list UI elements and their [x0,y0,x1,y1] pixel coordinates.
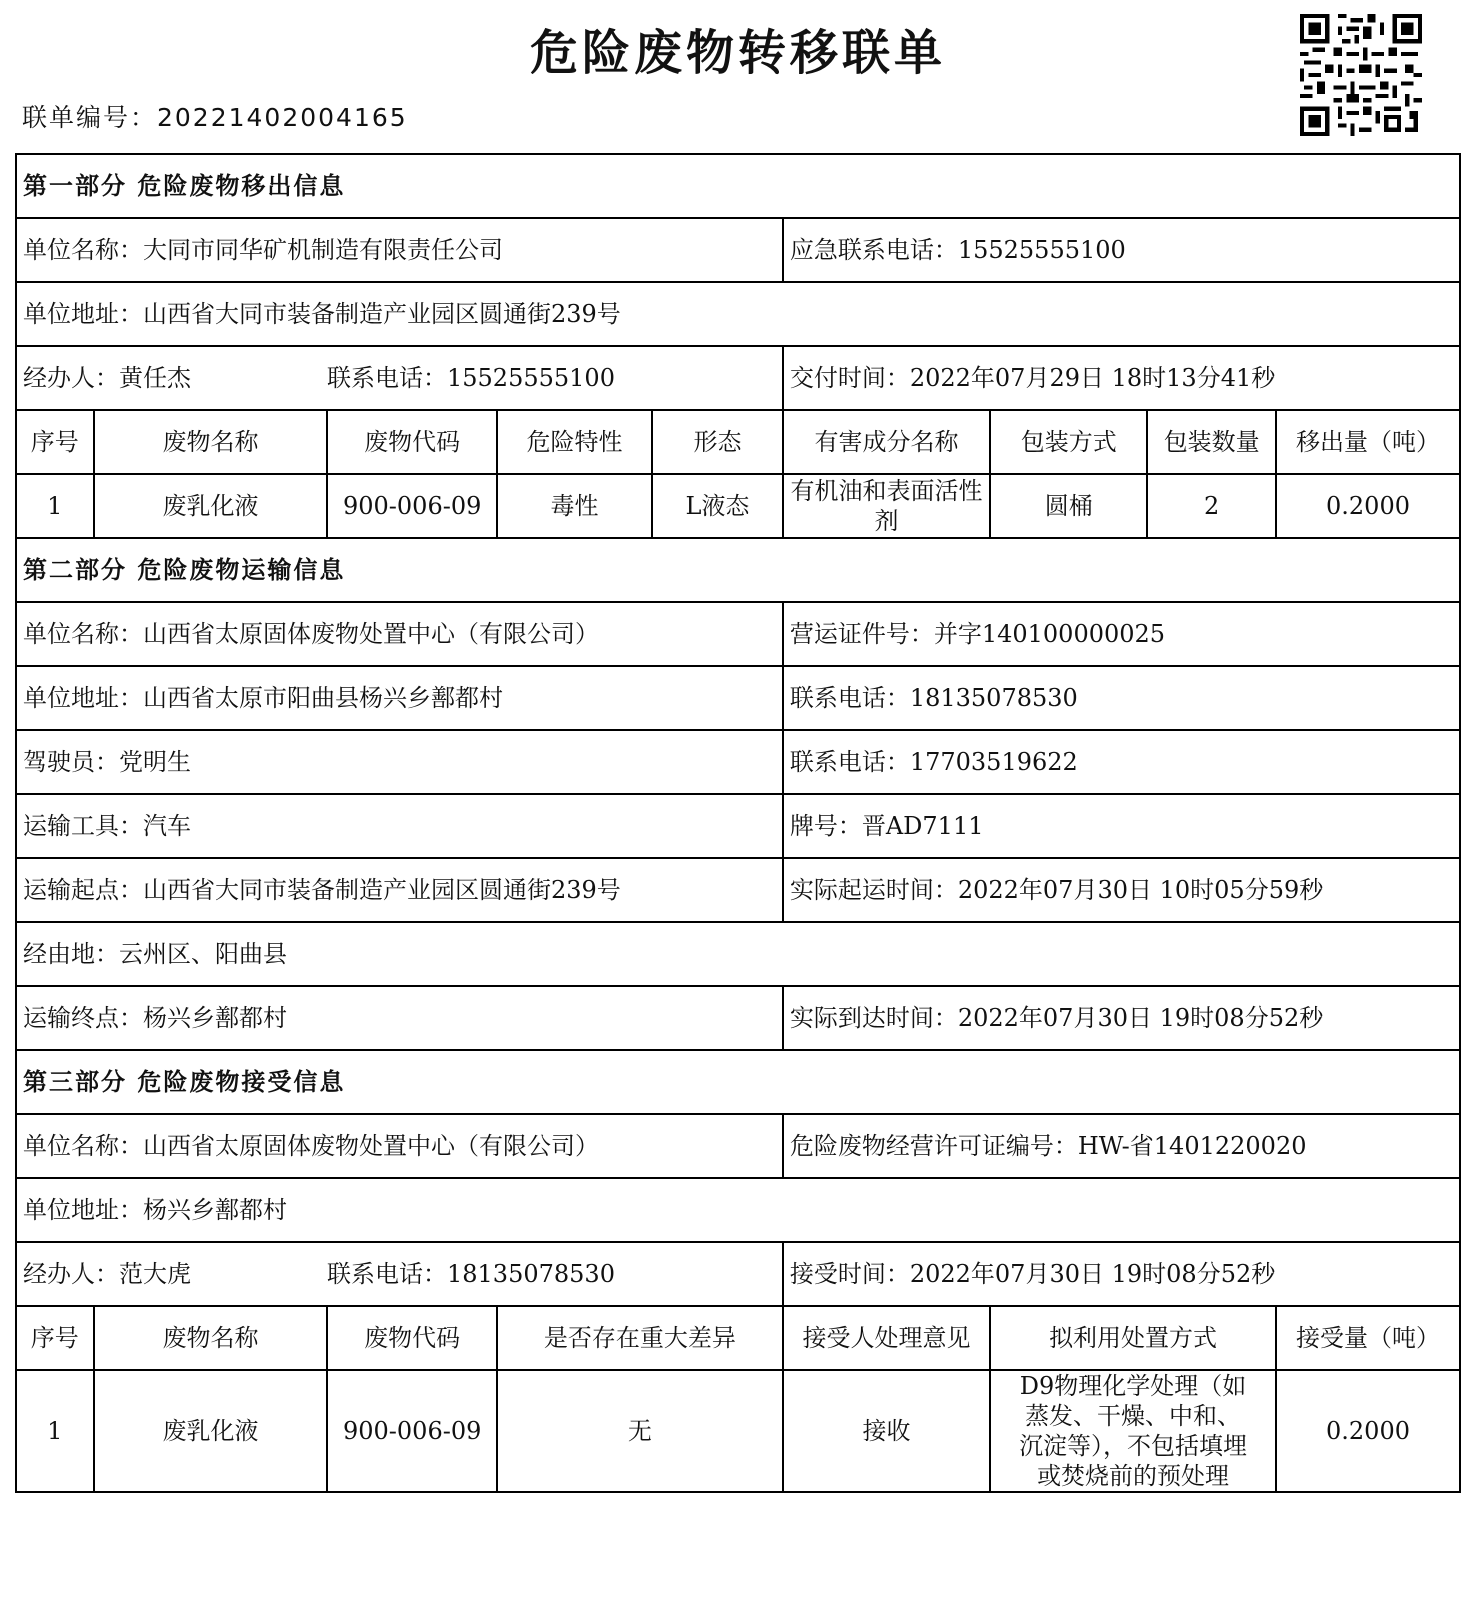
manifest-table [15,153,1461,1493]
part2-phone: 联系电话：18135078530 [783,666,1460,730]
part1-emergency-phone: 应急联系电话：15525555100 [783,218,1460,282]
table-cell: 900-006-09 [327,1370,497,1492]
part2-plate: 牌号：晋AD7111 [783,794,1460,858]
table-cell: 0.2000 [1276,1370,1460,1492]
column-header: 有害成分名称 [783,410,990,474]
table-cell: 毒性 [497,474,652,538]
part3-handler-cell [16,1242,783,1306]
part1-handler-cell [16,346,783,410]
column-header: 移出量（吨） [1276,410,1460,474]
part3-handler: 经办人：范大虎 [23,1260,191,1288]
part2-driver-phone: 联系电话：17703519622 [783,730,1460,794]
part1-handler-phone: 联系电话：15525555100 [327,364,615,392]
part3-heading: 第三部分 危险废物接受信息 [16,1050,1460,1114]
table-cell: 无 [497,1370,783,1492]
part3-address: 单位地址：杨兴乡鄯都村 [16,1178,1460,1242]
table-cell: 1 [16,474,94,538]
part2-origin: 运输起点：山西省大同市装备制造产业园区圆通街239号 [16,858,783,922]
part2-arrive-time: 实际到达时间：2022年07月30日 19时08分52秒 [783,986,1460,1050]
part2-destination: 运输终点：杨兴乡鄯都村 [16,986,783,1050]
part3-receive-time: 接受时间：2022年07月30日 19时08分52秒 [783,1242,1460,1306]
part1-unit-name: 单位名称：大同市同华矿机制造有限责任公司 [16,218,783,282]
part3-column-headers [16,1306,1460,1370]
column-header: 废物名称 [94,1306,328,1370]
part1-heading: 第一部分 危险废物移出信息 [16,154,1460,218]
part2-vehicle: 运输工具：汽车 [16,794,783,858]
column-header: 废物代码 [327,1306,497,1370]
manifest-number: 联单编号：20221402004165 [22,103,408,132]
part1-delivery-time: 交付时间：2022年07月29日 18时13分41秒 [783,346,1460,410]
column-header: 是否存在重大差异 [497,1306,783,1370]
table-cell: 废乳化液 [94,474,328,538]
table-cell: 废乳化液 [94,1370,328,1492]
part3-license: 危险废物经营许可证编号：HW-省1401220020 [783,1114,1460,1178]
part2-via: 经由地：云州区、阳曲县 [16,922,1460,986]
part2-unit-name: 单位名称：山西省太原固体废物处置中心（有限公司） [16,602,783,666]
table-row [16,1370,1460,1492]
table-cell: 接收 [783,1370,990,1492]
part3-unit-name: 单位名称：山西省太原固体废物处置中心（有限公司） [16,1114,783,1178]
column-header: 废物名称 [94,410,328,474]
table-cell: L液态 [652,474,783,538]
table-cell: 900-006-09 [327,474,497,538]
table-cell: D9物理化学处理（如蒸发、干燥、中和、沉淀等），不包括填埋或焚烧前的预处理 [990,1370,1276,1492]
table-cell: 1 [16,1370,94,1492]
column-header: 接受人处理意见 [783,1306,990,1370]
part1-column-headers [16,410,1460,474]
part1-handler: 经办人：黄任杰 [23,364,191,392]
column-header: 危险特性 [497,410,652,474]
part2-license: 营运证件号：并字140100000025 [783,602,1460,666]
page-title: 危险废物转移联单 [529,25,946,81]
part2-heading: 第二部分 危险废物运输信息 [16,538,1460,602]
column-header: 序号 [16,1306,94,1370]
column-header: 接受量（吨） [1276,1306,1460,1370]
column-header: 形态 [652,410,783,474]
table-row [16,474,1460,538]
qr-code-icon [1300,14,1422,136]
column-header: 序号 [16,410,94,474]
table-cell: 0.2000 [1276,474,1460,538]
table-cell: 2 [1147,474,1276,538]
table-cell: 圆桶 [990,474,1147,538]
part3-handler-phone: 联系电话：18135078530 [327,1260,615,1288]
column-header: 包装方式 [990,410,1147,474]
part1-address: 单位地址：山西省大同市装备制造产业园区圆通街239号 [16,282,1460,346]
table-cell: 有机油和表面活性剂 [783,474,990,538]
column-header: 包装数量 [1147,410,1276,474]
column-header: 拟利用处置方式 [990,1306,1276,1370]
part2-depart-time: 实际起运时间：2022年07月30日 10时05分59秒 [783,858,1460,922]
part2-address: 单位地址：山西省太原市阳曲县杨兴乡鄯都村 [16,666,783,730]
part2-driver: 驾驶员：党明生 [16,730,783,794]
column-header: 废物代码 [327,410,497,474]
